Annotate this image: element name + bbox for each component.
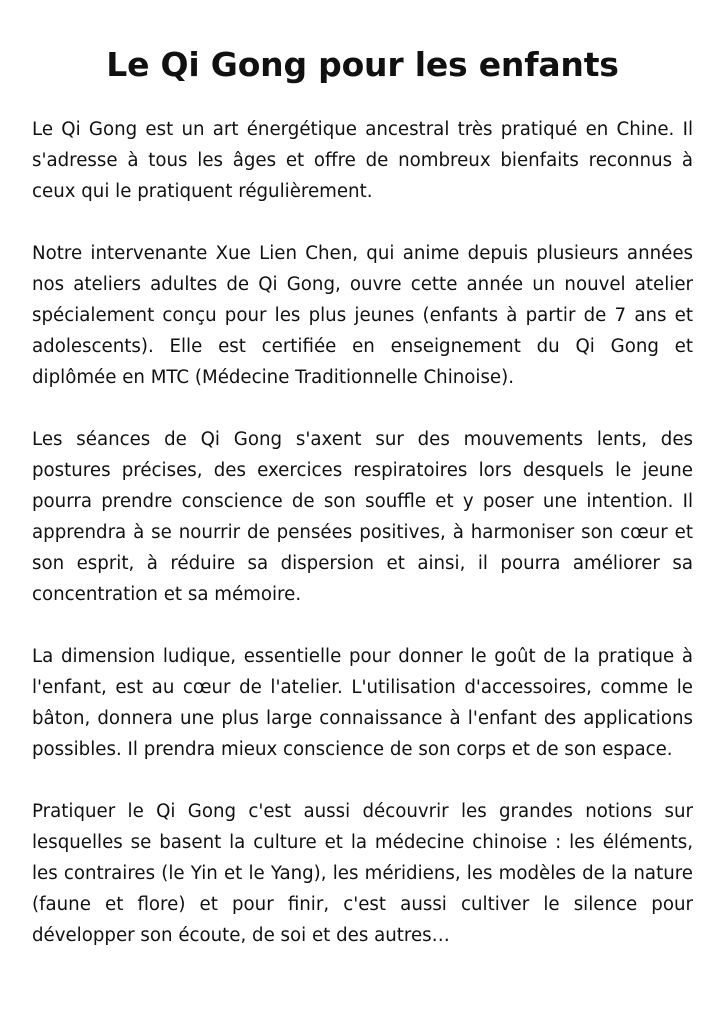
article-body	[32, 114, 693, 951]
paragraph-instructor: Notre intervenante Xue Lien Chen, qui anime depuis plusieurs années nos ateliers adultes de Qi Gong, ouvre cette année un nouvel atelier spécialement conçu pour les plus jeunes (enfants à partir de 7 ans et adolescents). Elle est certifiée en enseignement du Qi Gong et diplômée en MTC (Médecine Traditionnelle Chinoise).	[32, 243, 693, 388]
paragraph-introduction: Le Qi Gong est un art énergétique ancestral très pratiqué en Chine. Il s'adresse à tous les âges et offre de nombreux bienfaits reconnus à ceux qui le pratiquent régulièrement.	[32, 119, 693, 202]
page-title: Le Qi Gong pour les enfants	[106, 45, 619, 84]
paragraph-playful-dimension: La dimension ludique, essentielle pour donner le goût de la pratique à l'enfant, est au cœur de l'atelier. L'utilisation d'accessoires, comme le bâton, donnera une plus large connaissance à l'enfant des applications possibles. Il prendra mieux conscience de son corps et de son espace.	[32, 646, 693, 760]
paragraph-culture: Pratiquer le Qi Gong c'est aussi découvrir les grandes notions sur lesquelles se basent la culture et la médecine chinoise : les éléments, les contraires (le Yin et le Yang), les méridiens, les modèles de la nature (faune et flore) et pour finir, c'est aussi cultiver le silence pour développer son écoute, de soi et des autres…	[32, 801, 693, 946]
document-page	[32, 40, 693, 951]
paragraph-sessions: Les séances de Qi Gong s'axent sur des mouvements lents, des postures précises, des exercices respiratoires lors desquels le jeune pourra prendre conscience de son souffle et y poser une intention. Il apprendra à se nourrir de pensées positives, à harmoniser son cœur et son esprit, à réduire sa dispersion et ainsi, il pourra améliorer sa concentration et sa mémoire.	[32, 429, 693, 605]
